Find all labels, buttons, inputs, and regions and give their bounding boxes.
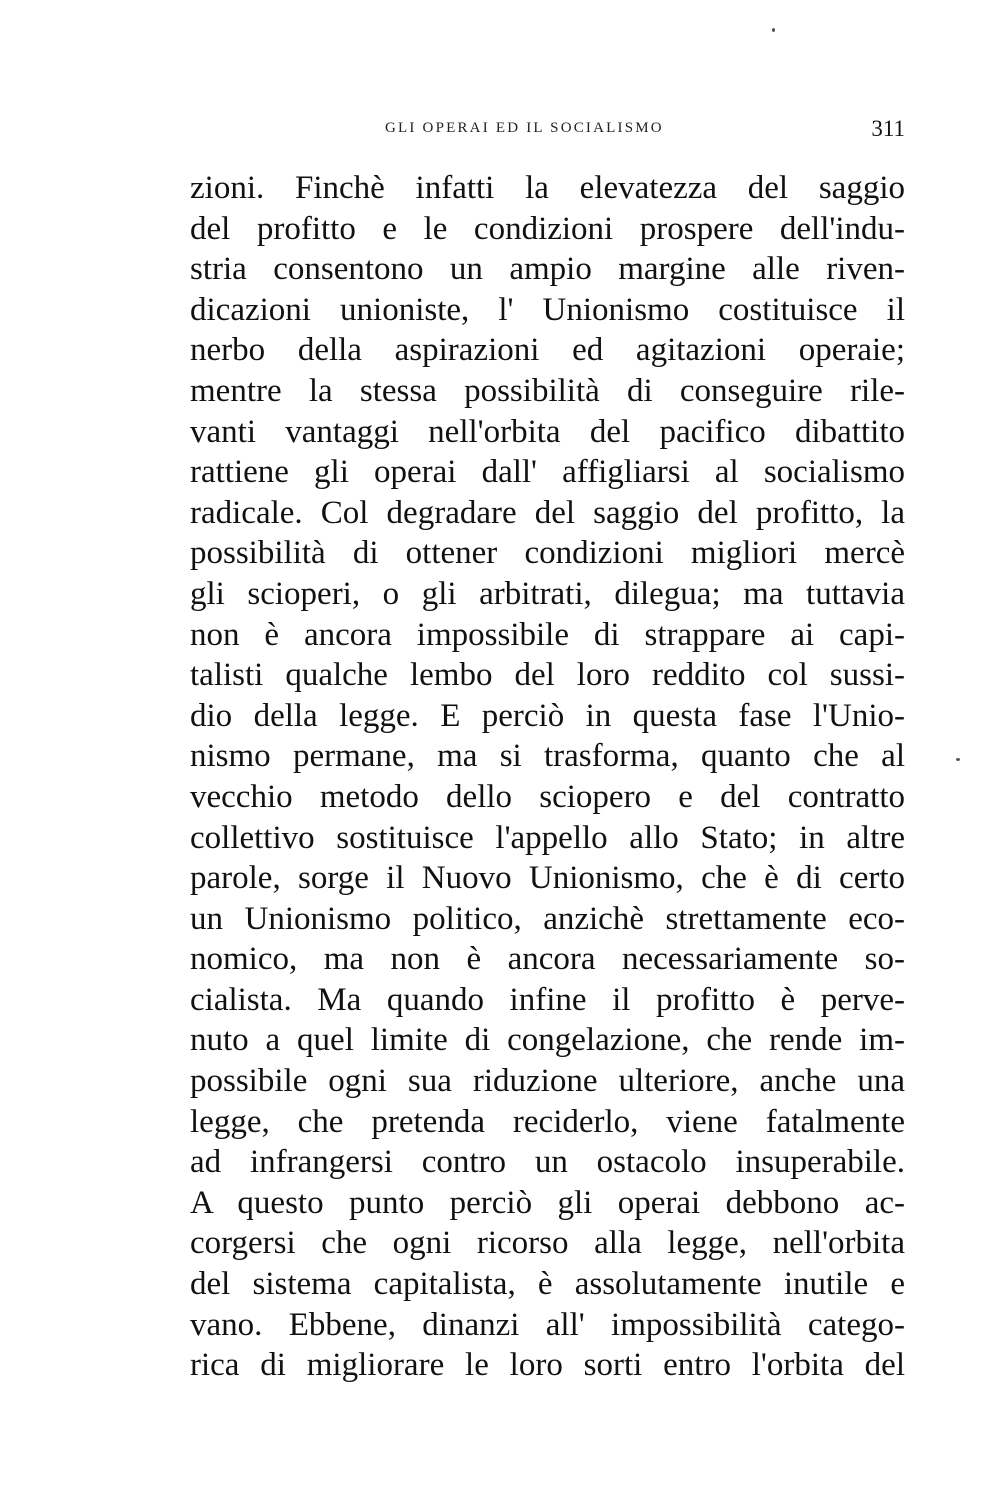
body-text: [190, 168, 905, 1386]
text-line: parole, sorge il Nuovo Unionismo, che è di certo: [190, 860, 905, 897]
scan-speck: [772, 28, 775, 32]
scan-speck: [956, 758, 960, 761]
text-line: dicazioni unioniste, l' Unionismo costituisce il: [190, 291, 905, 328]
running-head: [385, 116, 905, 142]
text-line: talisti qualche lembo del loro reddito col sussi-: [190, 657, 905, 694]
text-line: radicale. Col degradare del saggio del profitto, la: [190, 494, 905, 531]
text-line: cialista. Ma quando infine il profitto è perve-: [190, 981, 905, 1018]
text-line: vanti vantaggi nell'orbita del pacifico dibattito: [190, 413, 905, 450]
text-line: nomico, ma non è ancora necessariamente so-: [190, 941, 905, 978]
text-line: A questo punto perciò gli operai debbono ac-: [190, 1184, 905, 1221]
text-line: dio della legge. E perciò in questa fase l'Unio-: [190, 697, 905, 734]
text-line: non è ancora impossibile di strappare ai capi-: [190, 616, 905, 653]
text-line: rica di migliorare le loro sorti entro l'orbita del: [190, 1347, 905, 1384]
text-line: del profitto e le condizioni prospere dell'indu-: [190, 210, 905, 247]
text-line: collettivo sostituisce l'appello allo Stato; in altre: [190, 819, 905, 856]
text-line: corgersi che ogni ricorso alla legge, nell'orbita: [190, 1225, 905, 1262]
text-line: vecchio metodo dello sciopero e del contratto: [190, 778, 905, 815]
text-line: rattiene gli operai dall' affigliarsi al socialismo: [190, 454, 905, 491]
text-line: nismo permane, ma si trasforma, quanto che al: [190, 738, 905, 775]
text-line: legge, che pretenda reciderlo, viene fatalmente: [190, 1103, 905, 1140]
page-number: 311: [871, 116, 905, 141]
running-title: GLI OPERAI ED IL SOCIALISMO: [385, 120, 664, 136]
text-line: possibilità di ottener condizioni migliori mercè: [190, 535, 905, 572]
text-line: ad infrangersi contro un ostacolo insuperabile.: [190, 1144, 905, 1181]
text-line: stria consentono un ampio margine alle riven-: [190, 251, 905, 288]
text-line: del sistema capitalista, è assolutamente inutile e: [190, 1266, 905, 1303]
text-line: mentre la stessa possibilità di conseguire rile-: [190, 372, 905, 409]
text-line: possibile ogni sua riduzione ulteriore, anche una: [190, 1063, 905, 1100]
text-line: un Unionismo politico, anzichè strettamente eco-: [190, 900, 905, 937]
text-line: gli scioperi, o gli arbitrati, dilegua; ma tuttavia: [190, 575, 905, 612]
text-line: vano. Ebbene, dinanzi all' impossibilità catego-: [190, 1306, 905, 1343]
text-line: nerbo della aspirazioni ed agitazioni operaie;: [190, 332, 905, 369]
text-line: nuto a quel limite di congelazione, che rende im-: [190, 1022, 905, 1059]
text-line: zioni. Finchè infatti la elevatezza del saggio: [190, 170, 905, 206]
